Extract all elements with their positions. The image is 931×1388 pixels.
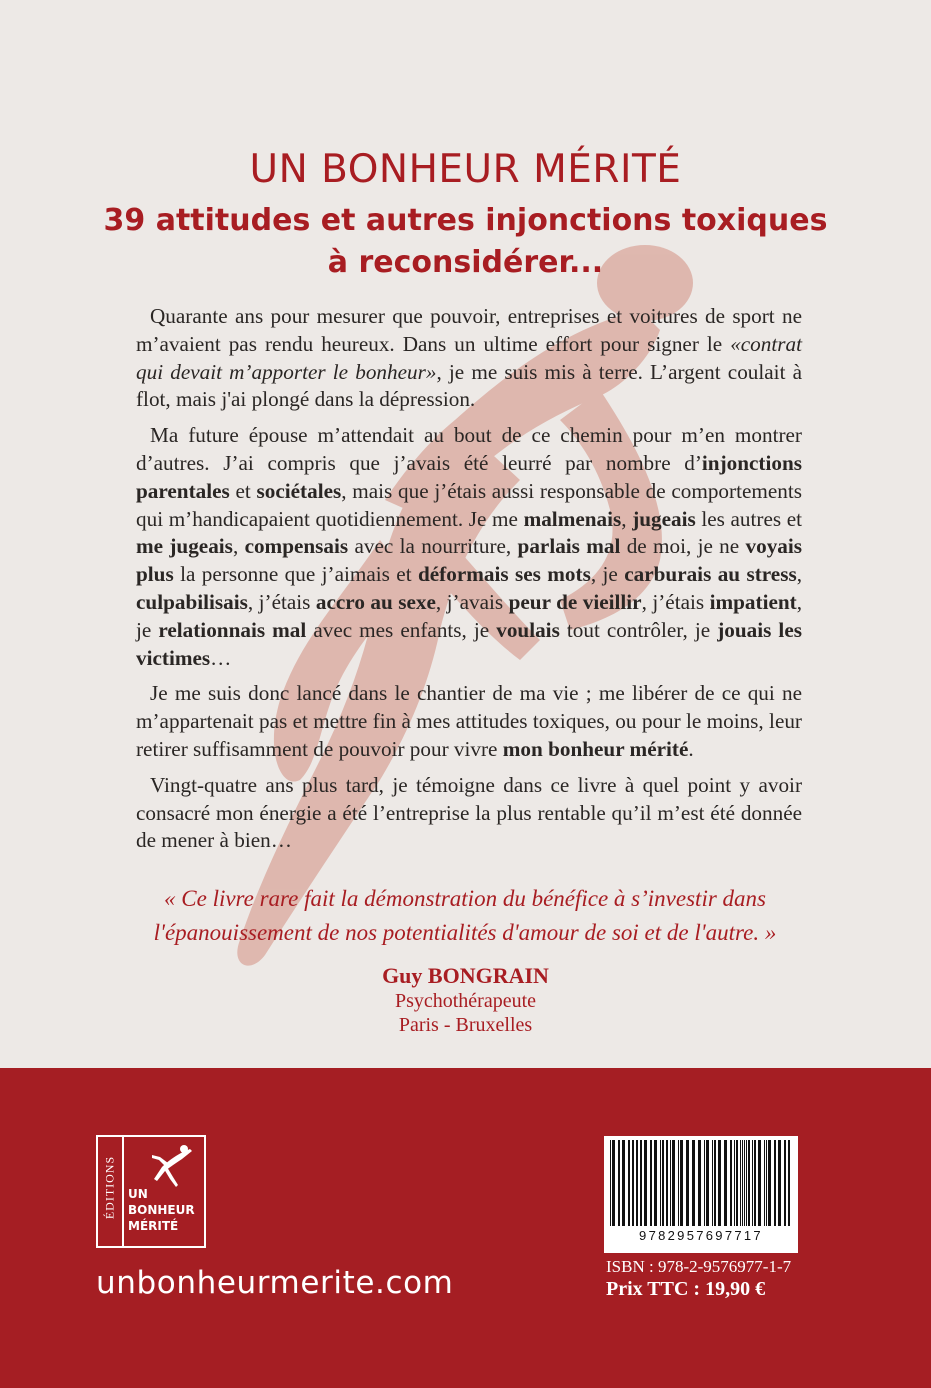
blurb-segment: , <box>232 534 245 559</box>
barcode-digits: 9782957697717 <box>639 1228 763 1243</box>
barcode-bar <box>632 1140 634 1226</box>
blurb-emphasis: impatient <box>709 589 797 614</box>
blurb-emphasis: carburais au stress <box>624 562 797 587</box>
blurb-segment: , j’étais <box>641 589 710 614</box>
barcode-bar <box>644 1140 647 1226</box>
blurb-emphasis: injonctions parentales <box>136 450 802 503</box>
blurb-segment: , <box>621 506 633 531</box>
barcode-bar <box>718 1140 721 1226</box>
blurb-segment: et <box>229 478 257 503</box>
blurb-segment: Vingt-quatre ans plus tard, je témoigne dans ce livre à quel point y avoir consacré mon énergie a été l’entreprise la plus rentable qu’il m’est été donnée de mener à bien… <box>136 772 802 853</box>
leaping-figure-icon <box>148 1141 198 1189</box>
logo-side-strip <box>98 1137 124 1246</box>
blurb-emphasis: me jugeais <box>136 534 233 559</box>
blurb-emphasis: déformais ses mots <box>417 562 591 587</box>
barcode-bar <box>672 1140 675 1226</box>
quote-author-location: Paris - Bruxelles <box>398 1014 533 1036</box>
barcode-bar <box>666 1140 668 1226</box>
blurb-segment: , j’étais <box>247 589 316 614</box>
barcode-bar <box>774 1140 776 1226</box>
isbn-barcode <box>604 1136 798 1253</box>
barcode-bar <box>746 1140 747 1226</box>
blurb-segment: tout contrôler, je <box>559 617 718 642</box>
barcode-bar <box>766 1140 767 1226</box>
barcode-bar <box>680 1140 683 1226</box>
blurb-segment: , <box>796 562 802 587</box>
barcode-bar <box>706 1140 709 1226</box>
blurb-segment: , mais que j’étais aussi responsable de comportements qui m’handicapaient quotidiennement. Je me <box>136 478 802 531</box>
blurb-emphasis: parlais mal <box>517 534 621 559</box>
barcode-bar <box>698 1140 701 1226</box>
blurb-emphasis: voyais plus <box>136 534 803 587</box>
blurb-emphasis: compensais <box>244 534 349 559</box>
blurb-segment: . <box>688 736 694 761</box>
logo-editions-label: ÉDITIONS <box>102 1155 117 1220</box>
barcode-bar <box>660 1140 661 1226</box>
blurb-emphasis: malmenais <box>523 506 622 531</box>
barcode-bar <box>768 1140 771 1226</box>
blurb-segment: , je <box>136 589 802 642</box>
blurb-emphasis: relationnais mal <box>158 617 307 642</box>
blurb-segment: , je <box>590 562 625 587</box>
barcode-bar <box>686 1140 689 1226</box>
barcode-bar <box>662 1140 664 1226</box>
blurb-italic: «contrat qui devait m’apporter le bonheur» <box>136 331 802 384</box>
logo-text-line-2: BONHEUR <box>128 1203 195 1217</box>
barcode-bar <box>618 1140 620 1226</box>
blurb-segment: Ma future épouse m’attendait au bout de ce chemin pour m’en montrer d’autres. J’ai compris que j’avais été leurré par nombre d’ <box>136 423 802 475</box>
publisher-website: unbonheurmerite.com <box>96 1265 454 1301</box>
barcode-bar <box>704 1140 705 1226</box>
blurb-emphasis: jouais les victimes <box>136 617 802 670</box>
barcode-bar <box>752 1140 753 1226</box>
blurb-segment: , je me suis mis à terre. L’argent coulait à flot, mais j'ai plongé dans la dépression. <box>136 359 803 412</box>
barcode-bar <box>712 1140 713 1226</box>
barcode-bar <box>714 1140 716 1226</box>
barcode-bar <box>744 1140 745 1226</box>
blurb-paragraph <box>136 772 802 855</box>
barcode-bar <box>758 1140 761 1226</box>
blurb-segment: avec mes enfants, je <box>306 617 497 642</box>
barcode-bar <box>724 1140 727 1226</box>
barcode-bar <box>692 1140 695 1226</box>
subtitle-line-2: à reconsidérer... <box>327 245 604 280</box>
barcode-bar <box>754 1140 756 1226</box>
blurb-segment: Quarante ans pour mesurer que pouvoir, entreprises et voitures de sport ne m’avaient pas rendu heureux. Dans un ultime effort pour signer le <box>136 304 802 356</box>
blurb-emphasis: jugeais <box>632 506 696 531</box>
barcode-bar <box>742 1140 743 1226</box>
barcode-bar <box>610 1140 611 1226</box>
barcode-bar <box>748 1140 750 1226</box>
publisher-logo <box>96 1135 206 1248</box>
quote-author-role: Psychothérapeute <box>394 990 537 1012</box>
logo-text-line-1: UN <box>128 1187 148 1201</box>
blurb-segment: , j’avais <box>435 589 509 614</box>
barcode-bar <box>764 1140 765 1226</box>
isbn-number: ISBN : 978-2-9576977-1-7 <box>606 1257 792 1276</box>
blurb-emphasis: sociétales <box>256 478 342 503</box>
barcode-bar <box>730 1140 732 1226</box>
barcode-bar <box>650 1140 652 1226</box>
blurb-segment: la personne que j’aimais et <box>173 562 418 587</box>
blurb-paragraph <box>136 680 802 763</box>
barcode-bar <box>670 1140 671 1226</box>
barcode-bar <box>640 1140 642 1226</box>
blurb-emphasis: accro au sexe <box>315 589 436 614</box>
barcode-bar <box>654 1140 657 1226</box>
barcode-bar <box>778 1140 781 1226</box>
blurb-segment: Je me suis donc lancé dans le chantier de ma vie ; me libérer de ce qui ne m’appartenait pas et mettre fin à mes attitudes toxiques, ou pour le moins, leur retirer suffisamment de pouvoir pour vivre <box>136 681 802 761</box>
barcode-bar <box>622 1140 625 1226</box>
blurb-paragraph <box>136 303 802 414</box>
book-subtitle <box>0 200 931 284</box>
barcode-bar <box>734 1140 735 1226</box>
blurb-emphasis: voulais <box>496 617 560 642</box>
blurb-segment: les autres et <box>695 506 803 531</box>
blurb-emphasis: peur de vieillir <box>508 589 642 614</box>
barcode-bar <box>736 1140 738 1226</box>
subtitle-line-1: 39 attitudes et autres injonctions toxiques <box>103 203 828 238</box>
barcode-bar <box>628 1140 630 1226</box>
blurb-text <box>136 303 802 863</box>
book-price: Prix TTC : 19,90 € <box>606 1278 766 1300</box>
blurb-paragraph <box>136 422 802 672</box>
quote-author-name: Guy BONGRAIN <box>382 963 549 988</box>
barcode-bar <box>636 1140 638 1226</box>
barcode-bar <box>788 1140 790 1226</box>
book-title: UN BONHEUR MÉRITÉ <box>249 147 682 192</box>
barcode-bar <box>784 1140 786 1226</box>
logo-text-line-3: MÉRITÉ <box>128 1219 179 1233</box>
barcode-bar <box>678 1140 679 1226</box>
blurb-segment: … <box>210 645 232 670</box>
barcode-bar <box>740 1140 741 1226</box>
blurb-segment: avec la nourriture, <box>348 534 518 559</box>
barcode-bar <box>612 1140 615 1226</box>
blurb-emphasis: mon bonheur mérité <box>502 736 689 761</box>
blurb-segment: de moi, je ne <box>620 534 746 559</box>
barcode-bars <box>608 1140 794 1226</box>
blurb-emphasis: culpabilisais <box>136 589 248 614</box>
testimonial-quote: « Ce livre rare fait la démonstration du bénéfice à s’investir dans l'épanouissement de nos potentialités d'amour de soi et de l'autre. » <box>153 886 777 945</box>
